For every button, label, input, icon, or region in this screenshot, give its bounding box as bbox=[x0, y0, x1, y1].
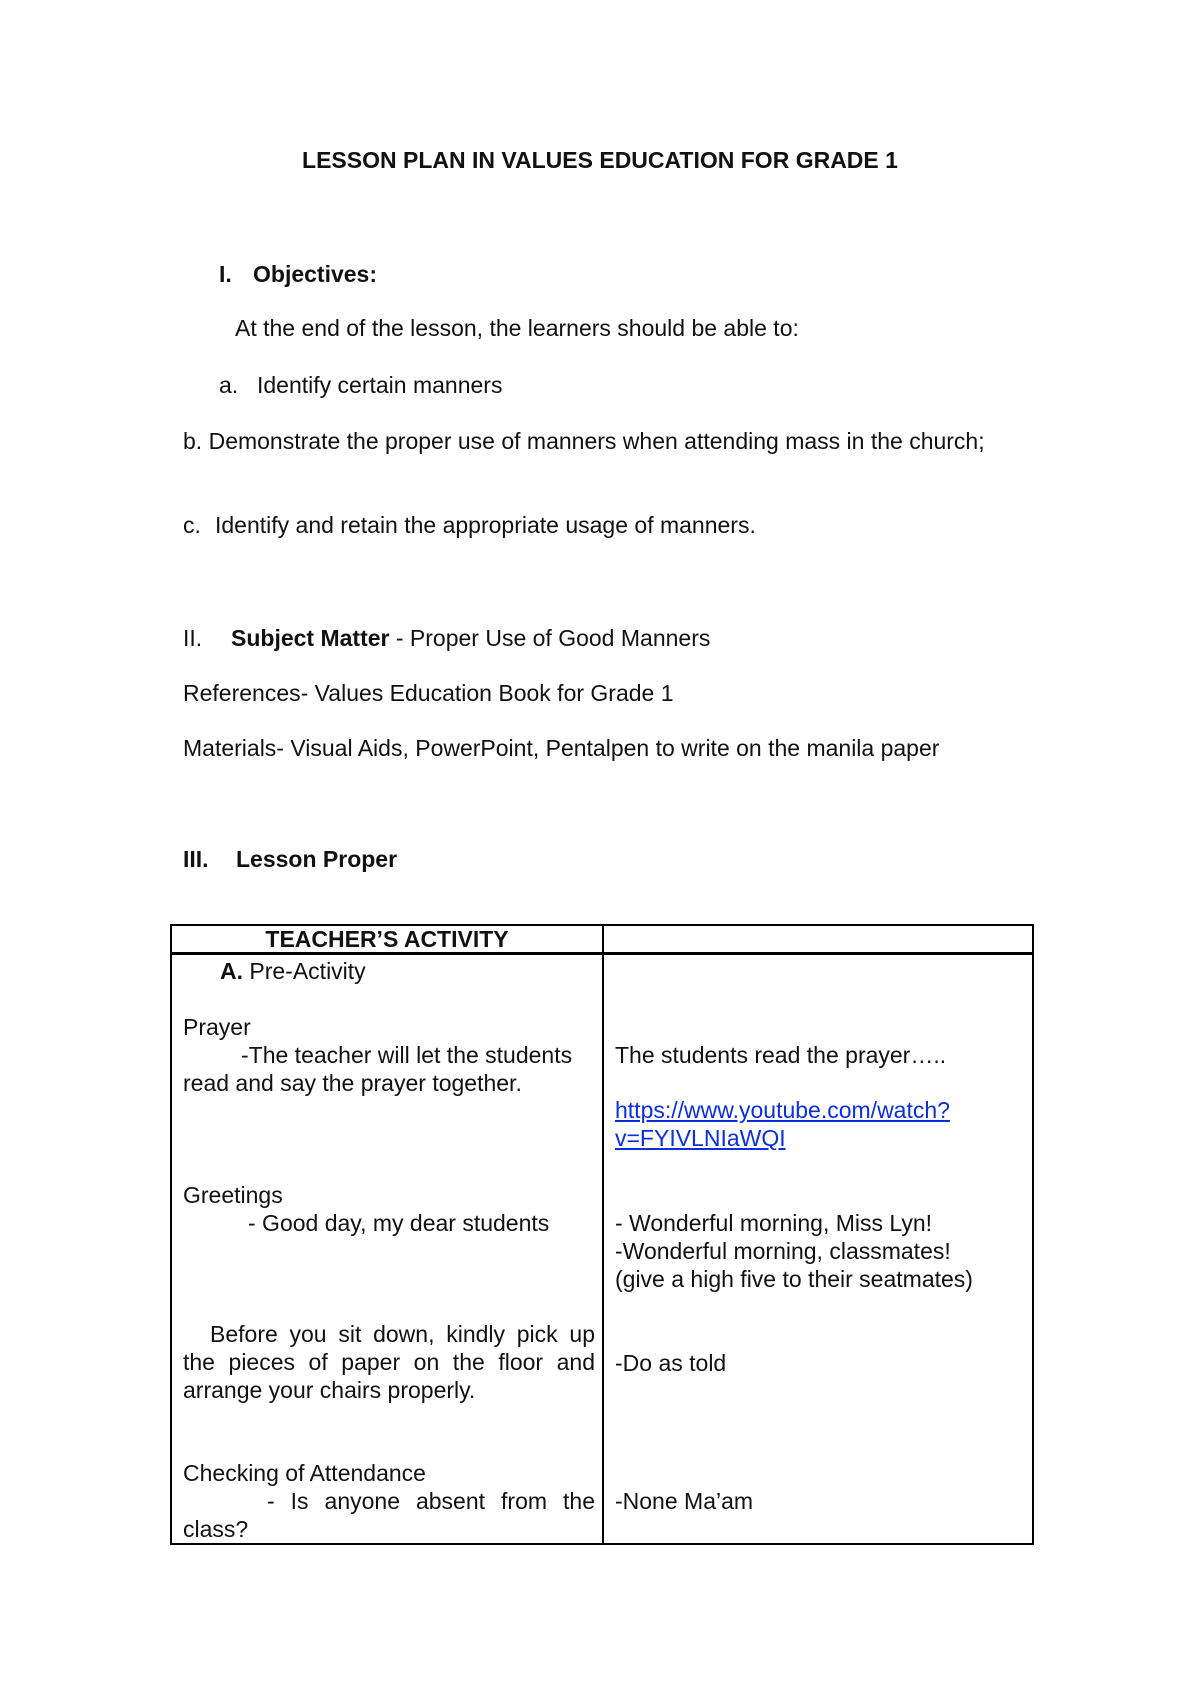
header-teacher-activity: TEACHER’S ACTIVITY bbox=[171, 925, 603, 954]
before-sit-down: Before you sit down, kindly pick up the pieces of paper on the floor and arrange your chairs properly. bbox=[183, 1321, 595, 1403]
objective-b-marker: b. bbox=[183, 428, 203, 454]
greetings-title: Greetings bbox=[183, 1182, 283, 1208]
do-as-told: -Do as told bbox=[615, 1350, 727, 1376]
greet-response-1: - Wonderful morning, Miss Lyn! bbox=[615, 1210, 933, 1236]
subject-numeral: II. bbox=[183, 625, 203, 651]
table-row bbox=[171, 954, 1033, 1545]
lesson-numeral: III. bbox=[183, 846, 209, 872]
greetings-text: - Good day, my dear students bbox=[248, 1210, 550, 1236]
pre-activity bbox=[220, 957, 366, 985]
objective-b-text: Demonstrate the proper use of manners when attending mass in the church; bbox=[208, 428, 985, 454]
objectives-heading: Objectives: bbox=[253, 261, 377, 287]
pre-activity-text: Pre-Activity bbox=[243, 958, 366, 984]
header-student-activity bbox=[603, 925, 1033, 954]
prayer-video-link[interactable]: https://www.youtube.com/watch? bbox=[615, 1097, 950, 1123]
student-cell bbox=[603, 954, 1033, 1545]
objective-a-marker: a. bbox=[219, 372, 239, 398]
prayer-video-link-2[interactable]: v=FYIVLNIaWQI bbox=[615, 1125, 786, 1151]
greet-response-3: (give a high five to their seatmates) bbox=[615, 1266, 973, 1292]
subject-text: - Proper Use of Good Manners bbox=[389, 625, 711, 651]
objective-c-text: Identify and retain the appropriate usage of manners. bbox=[215, 512, 756, 538]
attendance-text: - Is anyone absent from the class? bbox=[183, 1488, 595, 1542]
objectives-intro: At the end of the lesson, the learners should be able to: bbox=[235, 315, 799, 341]
table-header-row bbox=[171, 925, 1033, 954]
objectives-numeral: I. bbox=[219, 261, 232, 287]
prayer-line-2: read and say the prayer together. bbox=[183, 1070, 522, 1096]
lesson-heading: Lesson Proper bbox=[236, 846, 398, 872]
subject-heading: Subject Matter bbox=[231, 625, 390, 651]
prayer-response: The students read the prayer….. bbox=[615, 1042, 947, 1068]
attendance-title: Checking of Attendance bbox=[183, 1460, 426, 1486]
prayer-line-1: -The teacher will let the students bbox=[241, 1042, 573, 1068]
subject-line bbox=[231, 624, 710, 652]
objective-a-text: Identify certain manners bbox=[257, 372, 503, 398]
objective-b bbox=[183, 427, 1025, 455]
teacher-cell bbox=[171, 954, 603, 1545]
objective-c-marker: c. bbox=[183, 512, 201, 538]
greet-response-2: -Wonderful morning, classmates! bbox=[615, 1238, 951, 1264]
materials: Materials- Visual Aids, PowerPoint, Pentalpen to write on the manila paper bbox=[183, 735, 940, 761]
attendance-response: -None Ma’am bbox=[615, 1488, 754, 1514]
references: References- Values Education Book for Grade 1 bbox=[183, 680, 674, 706]
prayer-title: Prayer bbox=[183, 1014, 251, 1040]
page-title: LESSON PLAN IN VALUES EDUCATION FOR GRADE 1 bbox=[302, 147, 898, 173]
pre-activity-label: A. bbox=[220, 958, 243, 984]
lesson-table bbox=[170, 924, 1034, 1545]
